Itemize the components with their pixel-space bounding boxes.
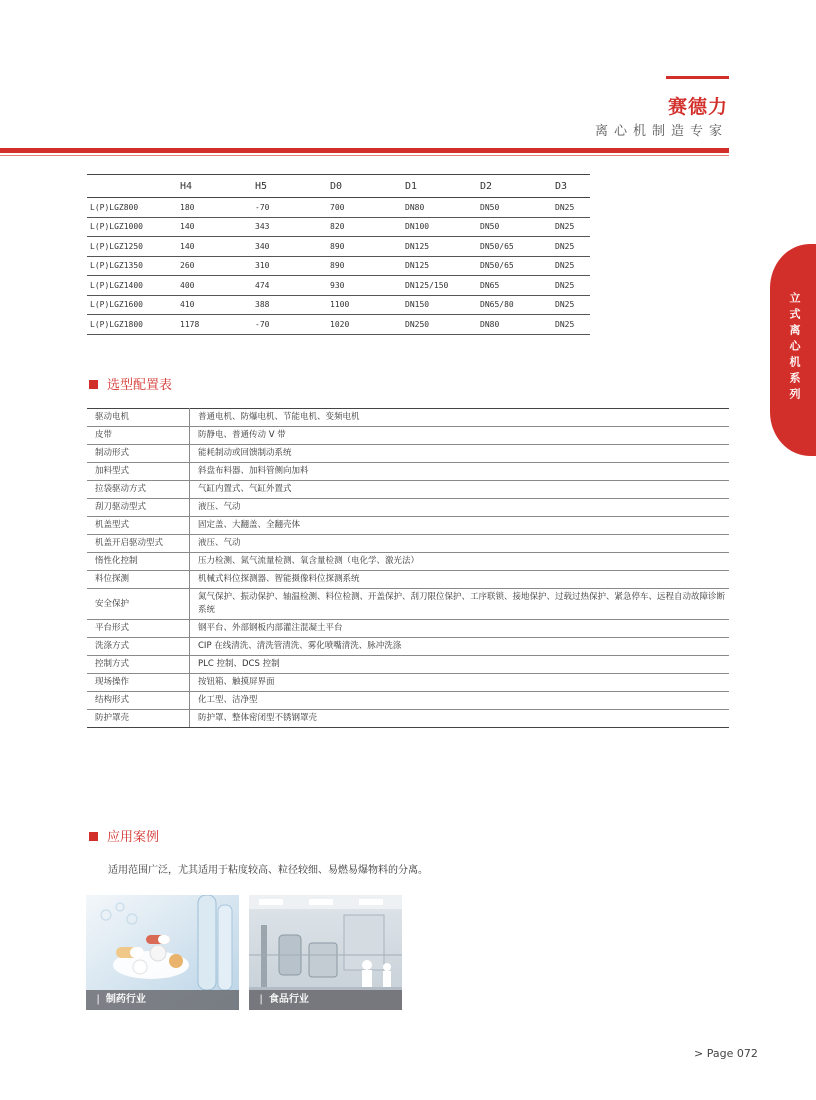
config-value: CIP 在线清洗、清洗管清洗、雾化喷嘴清洗、脉冲洗涤 [190,638,730,656]
table-cell: 388 [251,295,326,315]
table-row [87,517,729,535]
config-section-label: 选型配置表 [107,378,173,393]
table-cell: 1100 [326,295,401,315]
config-key: 料位探测 [87,571,190,589]
brand-tagline: 离心机制造专家 [594,124,728,139]
config-value: 气缸内置式、气缸外置式 [190,481,730,499]
config-value: 化工型、洁净型 [190,692,730,710]
model-cell: L(P)LGZ1600 [87,295,176,315]
table-cell: 474 [251,276,326,296]
table-row [87,656,729,674]
config-key: 拉袋驱动方式 [87,481,190,499]
table-cell: DN25 [551,256,590,276]
config-value: PLC 控制、DCS 控制 [190,656,730,674]
config-value: 能耗制动或回馈制动系统 [190,445,730,463]
table-cell: DN65/80 [476,295,551,315]
table-cell: DN150 [401,295,476,315]
table-cell: DN80 [401,198,476,218]
config-key: 皮带 [87,427,190,445]
dimension-table [87,174,590,335]
column-header: D0 [326,175,401,198]
table-row [87,409,729,427]
table-cell: 890 [326,256,401,276]
table-cell: 140 [176,217,251,237]
table-cell: DN25 [551,315,590,335]
config-value: 压力检测、氮气流量检测、氧含量检测（电化学、激光法） [190,553,730,571]
config-value: 防护罩、整体密闭型不锈钢罩壳 [190,710,730,728]
table-cell: DN25 [551,237,590,257]
table-cell: 310 [251,256,326,276]
table-cell: 140 [176,237,251,257]
table-cell: 340 [251,237,326,257]
column-header: H4 [176,175,251,198]
config-value: 氮气保护、振动保护、轴温检测、料位检测、开盖保护、刮刀限位保护、工序联锁、接地保护、过载过热保护、紧急停车、远程自动故障诊断系统 [190,589,730,620]
config-key: 防护罩壳 [87,710,190,728]
table-cell: DN125/150 [401,276,476,296]
table-cell: DN25 [551,198,590,218]
config-value: 按钮箱、触摸屏界面 [190,674,730,692]
table-row [87,710,729,728]
table-row [87,571,729,589]
config-key: 惰性化控制 [87,553,190,571]
table-cell: DN25 [551,276,590,296]
brand-title: 赛德力 [667,96,728,118]
config-key: 刮刀驱动型式 [87,499,190,517]
table-cell: DN100 [401,217,476,237]
table-row [87,674,729,692]
config-value: 机械式料位探测器、智能摄像料位探测系统 [190,571,730,589]
table-cell: DN125 [401,256,476,276]
table-row [87,237,590,257]
table-row [87,692,729,710]
table-cell: DN50 [476,217,551,237]
config-value: 普通电机、防爆电机、节能电机、变频电机 [190,409,730,427]
table-cell: -70 [251,315,326,335]
table-cell: DN50/65 [476,237,551,257]
table-cell: DN50 [476,198,551,218]
config-key: 制动形式 [87,445,190,463]
application-section-label: 应用案例 [107,830,160,845]
column-header: D3 [551,175,590,198]
table-row [87,217,590,237]
table-cell: DN80 [476,315,551,335]
config-key: 结构形式 [87,692,190,710]
table-row [87,445,729,463]
section-square-icon [89,380,98,389]
page-number: > Page 072 [694,1047,758,1060]
config-value: 防静电、普通传动 V 带 [190,427,730,445]
pharma-case-label: ❘ 制药行业 [86,990,239,1010]
table-cell: 1178 [176,315,251,335]
table-row [87,589,729,620]
config-key: 现场操作 [87,674,190,692]
table-cell: 700 [326,198,401,218]
brand-accent-line [666,76,729,79]
table-cell: 820 [326,217,401,237]
model-cell: L(P)LGZ1000 [87,217,176,237]
header-divider-thin [0,155,729,156]
table-row [87,276,590,296]
table-cell: 180 [176,198,251,218]
table-cell: 260 [176,256,251,276]
model-cell: L(P)LGZ1800 [87,315,176,335]
model-cell: L(P)LGZ800 [87,198,176,218]
table-cell: DN125 [401,237,476,257]
config-value: 斜盘布料器、加料管侧向加料 [190,463,730,481]
config-value: 液压、气动 [190,499,730,517]
table-row [87,638,729,656]
food-case-label: ❘ 食品行业 [249,990,402,1010]
section-square-icon [89,832,98,841]
table-cell: 410 [176,295,251,315]
table-row [87,427,729,445]
config-section-title [89,374,172,393]
table-cell: DN25 [551,295,590,315]
table-row [87,295,590,315]
food-case-image [249,895,402,1010]
column-header: D1 [401,175,476,198]
model-cell: L(P)LGZ1250 [87,237,176,257]
column-header: H5 [251,175,326,198]
column-header: D2 [476,175,551,198]
table-row [87,499,729,517]
table-cell: 1020 [326,315,401,335]
model-cell: L(P)LGZ1350 [87,256,176,276]
config-value: 固定盖、大翻盖、全翻壳体 [190,517,730,535]
side-tab-label: 立式离心机系列 [788,292,801,404]
table-row [87,481,729,499]
config-key: 加料型式 [87,463,190,481]
model-cell: L(P)LGZ1400 [87,276,176,296]
config-value: 液压、气动 [190,535,730,553]
pharma-case-image [86,895,239,1010]
table-header-row [87,175,590,198]
table-cell: 930 [326,276,401,296]
table-cell: 343 [251,217,326,237]
column-header [87,175,176,198]
config-key: 洗涤方式 [87,638,190,656]
table-row [87,553,729,571]
config-key: 机盖开启驱动型式 [87,535,190,553]
table-row [87,463,729,481]
application-section-title [89,826,159,845]
table-cell: DN250 [401,315,476,335]
table-cell: 890 [326,237,401,257]
config-key: 安全保护 [87,589,190,620]
header-divider [0,148,729,153]
table-row [87,535,729,553]
table-cell: DN65 [476,276,551,296]
table-row [87,315,590,335]
table-cell: DN50/65 [476,256,551,276]
table-row [87,198,590,218]
config-table [87,408,729,728]
table-row [87,620,729,638]
table-row [87,256,590,276]
application-description: 适用范围广泛，尤其适用于粘度较高、粒径较细、易燃易爆物料的分离。 [108,865,428,876]
table-cell: -70 [251,198,326,218]
config-key: 平台形式 [87,620,190,638]
config-value: 钢平台、外部钢板内部灌注混凝土平台 [190,620,730,638]
config-key: 机盖型式 [87,517,190,535]
table-cell: DN25 [551,217,590,237]
config-key: 驱动电机 [87,409,190,427]
config-key: 控制方式 [87,656,190,674]
table-cell: 400 [176,276,251,296]
